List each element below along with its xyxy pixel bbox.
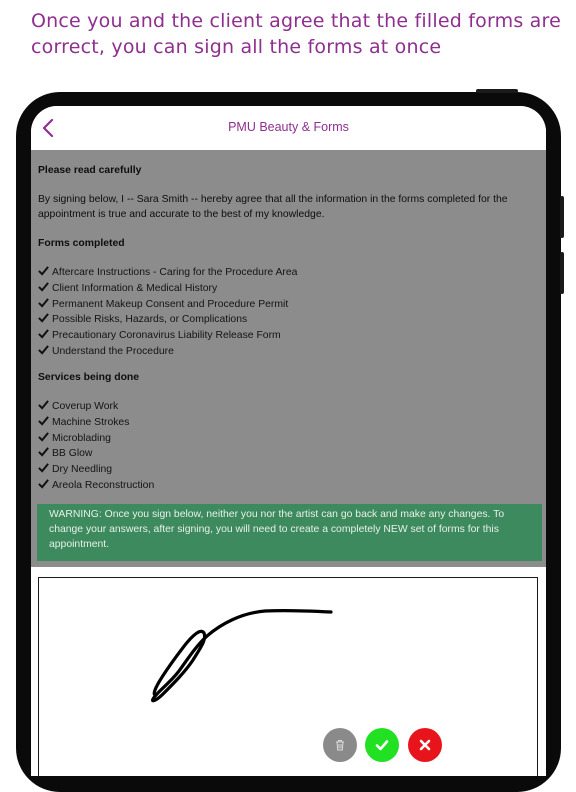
signature-stroke <box>39 578 537 776</box>
form-item-label: Client Information & Medical History <box>52 282 218 294</box>
confirm-signature-button[interactable] <box>365 728 399 762</box>
cancel-signature-button[interactable] <box>408 728 442 762</box>
tablet-top-button <box>476 89 518 93</box>
signature-pad[interactable] <box>38 577 538 776</box>
list-item <box>38 415 154 431</box>
form-item-label: Aftercare Instructions - Caring for the Procedure Area <box>52 267 298 278</box>
checkmark-icon <box>38 462 49 473</box>
tablet-volume-up-button <box>560 196 564 238</box>
tablet-volume-down-button <box>560 252 564 294</box>
checkmark-icon <box>38 281 49 292</box>
list-item <box>38 399 154 415</box>
list-item <box>38 478 154 494</box>
form-item-label: Understand the Procedure <box>52 345 174 357</box>
form-item-label: Precautionary Coronavirus Liability Release Form <box>52 330 281 342</box>
headline: Once you and the client agree that the filled forms are correct, you can sign all the forms at once <box>31 10 561 58</box>
list-item <box>38 431 154 447</box>
list-item <box>38 344 297 360</box>
service-item-label: Coverup Work <box>52 401 119 412</box>
checkmark-icon <box>38 399 49 410</box>
list-item <box>38 281 297 297</box>
service-item-label: BB Glow <box>52 448 93 460</box>
agreement-panel <box>31 150 546 567</box>
list-item <box>38 462 154 478</box>
checkmark-icon <box>38 297 49 308</box>
service-item-label: Dry Needling <box>52 464 113 476</box>
intro-paragraph: By signing below, I -- Sara Smith -- hereby agree that all the information in the forms completed for the appointment is true and accurate to the best of my knowledge. <box>38 194 508 220</box>
delete-signature-button[interactable] <box>323 728 357 762</box>
checkmark-icon <box>38 344 49 355</box>
intro-heading: Please read carefully <box>38 165 142 176</box>
close-icon <box>418 738 432 752</box>
service-item-label: Machine Strokes <box>52 416 130 428</box>
nav-title: PMU Beauty & Forms <box>228 120 349 134</box>
service-item-label: Microblading <box>52 432 111 444</box>
form-item-label: Permanent Makeup Consent and Procedure Permit <box>52 298 289 310</box>
service-item-label: Areola Reconstruction <box>52 479 155 491</box>
list-item <box>38 265 297 281</box>
forms-list <box>38 265 297 360</box>
checkmark-icon <box>38 328 49 339</box>
checkmark-icon <box>38 312 49 323</box>
check-icon <box>374 737 390 753</box>
nav-bar <box>31 106 546 150</box>
checkmark-icon <box>38 446 49 457</box>
list-item <box>38 328 297 344</box>
list-item <box>38 446 154 462</box>
services-heading: Services being done <box>38 372 140 383</box>
app-screen <box>31 106 546 776</box>
checkmark-icon <box>38 478 49 489</box>
checkmark-icon <box>38 431 49 442</box>
checkmark-icon <box>38 415 49 426</box>
checkmark-icon <box>38 265 49 276</box>
services-list <box>38 399 154 494</box>
forms-heading: Forms completed <box>38 238 125 249</box>
warning-banner: WARNING: Once you sign below, neither you nor the artist can go back and make any changes. To change your answers, after signing, you will need to create a completely NEW set of forms for this appointment. <box>37 504 542 561</box>
form-item-label: Possible Risks, Hazards, or Complications <box>52 314 248 326</box>
list-item <box>38 312 297 328</box>
trash-icon <box>333 738 347 752</box>
list-item <box>38 297 297 313</box>
